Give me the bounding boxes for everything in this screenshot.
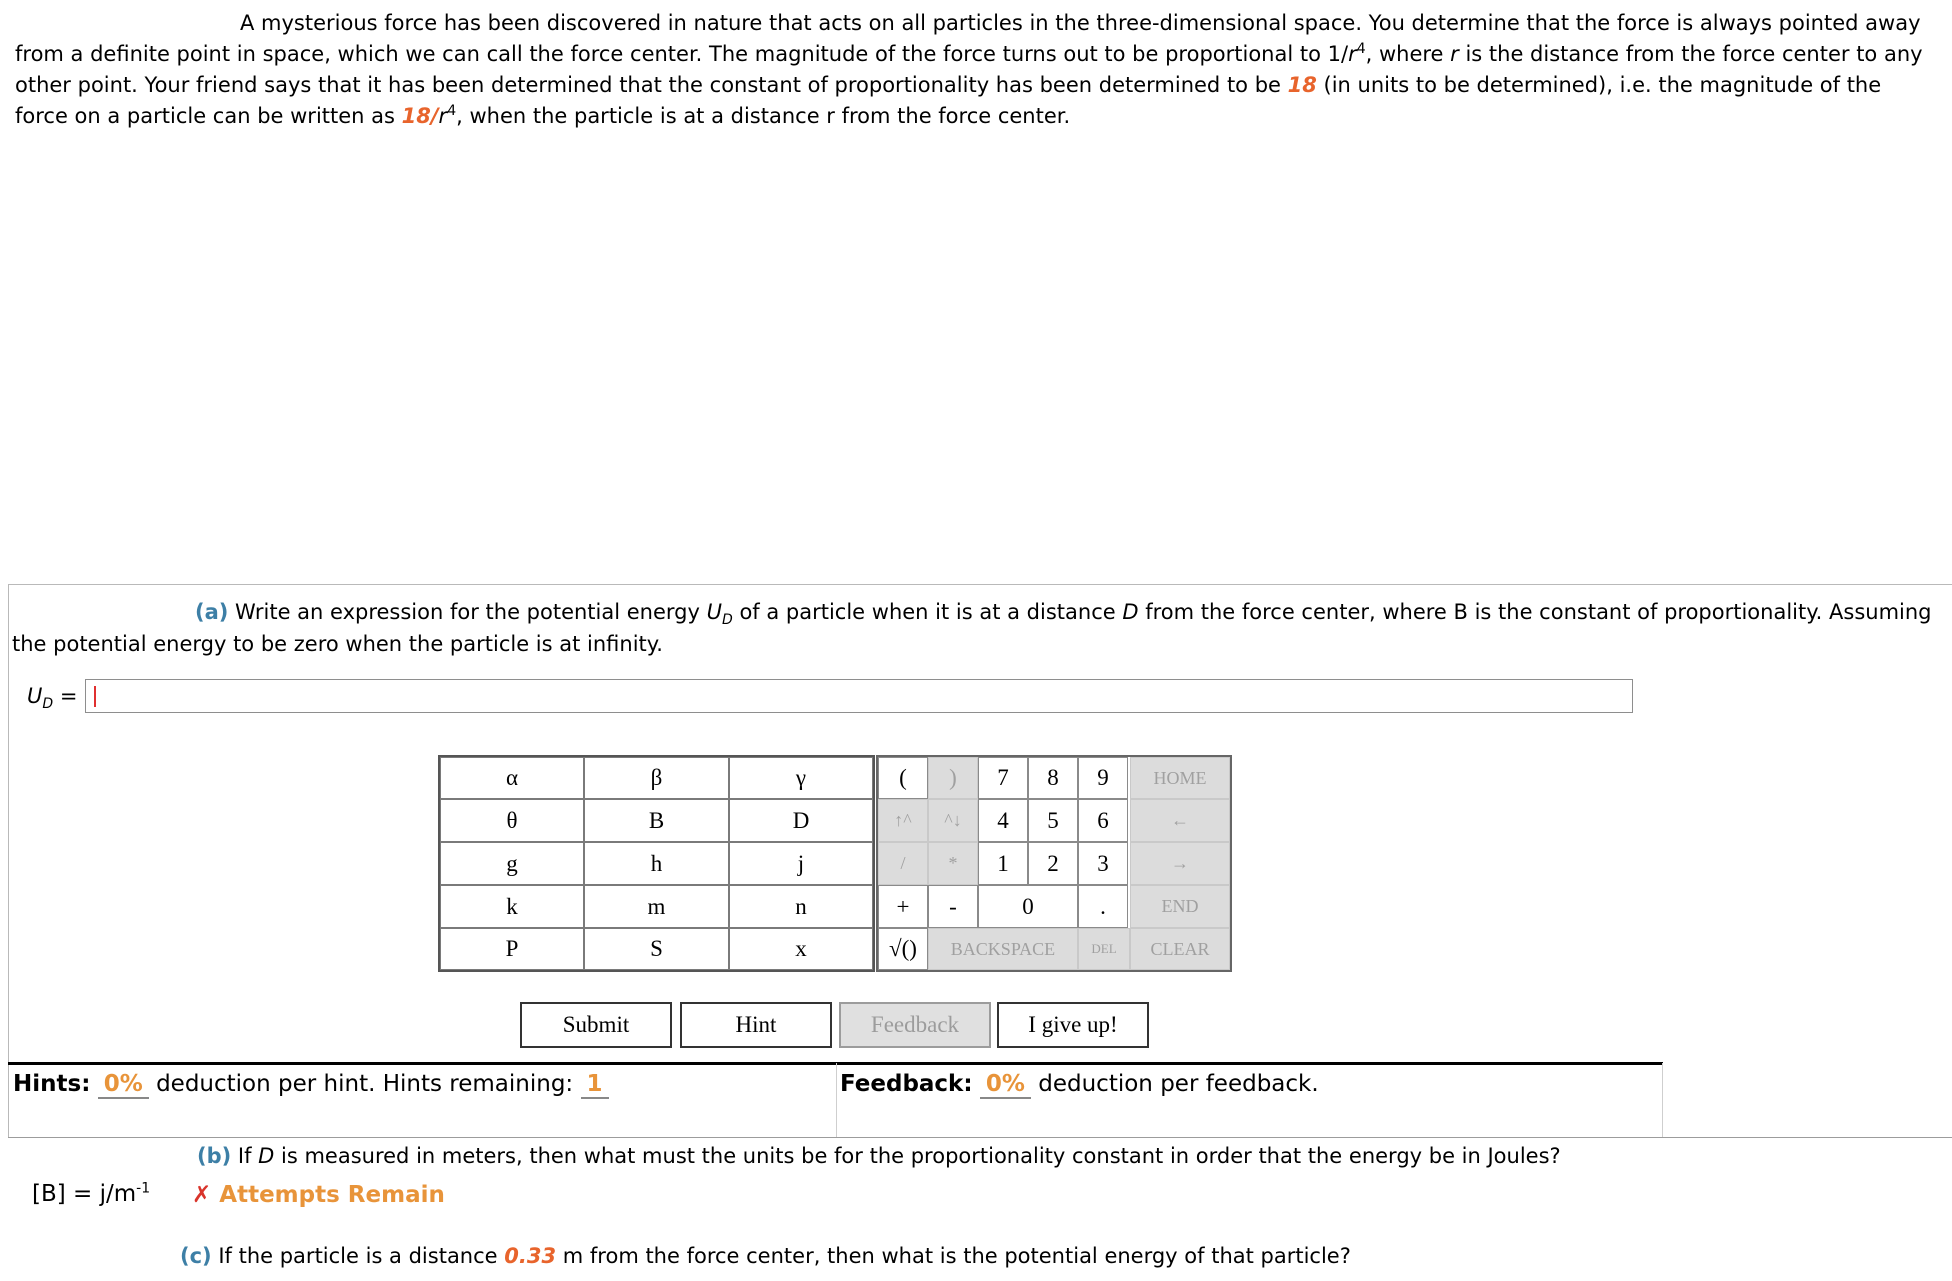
part-a-question: (a) Write an expression for the potential energy $U_D$ of a particle when it is at a distance D from the force center, where B is the constant of proportionality. Assuming the potential energy to be zero when the particle is at infinity. [12,600,1932,656]
key-superscript[interactable]: ↑^ [878,799,928,842]
bar-right-edge [1662,1063,1663,1137]
attempts-status: ✗ Attempts Remain [192,1182,445,1208]
part-c-question: (c) If the particle is a distance 0.33 m from the force center, then what is the potential energy of that particle? [180,1244,1351,1268]
text-caret [94,686,96,707]
key-8[interactable]: 8 [1028,757,1078,799]
part-b-label: (b) [197,1144,232,1168]
hints-info: Hints: 0% deduction per hint. Hints remaining: 1 [13,1071,609,1097]
key-sqrt[interactable]: √() [878,928,928,970]
key-3[interactable]: 3 [1078,842,1128,885]
key-h[interactable]: h [584,842,729,885]
key-x[interactable]: x [729,928,873,970]
constant-value: 18 [1287,73,1317,97]
key-open-paren[interactable]: ( [878,757,928,799]
key-5[interactable]: 5 [1028,799,1078,842]
key-home[interactable]: HOME [1130,757,1230,799]
feedback-button[interactable]: Feedback [839,1002,991,1048]
key-end[interactable]: END [1130,885,1230,928]
key-S[interactable]: S [584,928,729,970]
key-0[interactable]: 0 [978,885,1078,928]
feedback-deduction: 0% [980,1071,1031,1099]
key-decimal[interactable]: . [1078,885,1128,928]
key-D[interactable]: D [729,799,873,842]
part-b-divider [8,1137,1952,1138]
give-up-button[interactable]: I give up! [997,1002,1149,1048]
feedback-info: Feedback: 0% deduction per feedback. [840,1071,1319,1097]
distance-value: 0.33 [504,1244,557,1268]
part-b-answer: $[B] = j/m^{-1}$ [32,1180,151,1207]
part-c-label: (c) [180,1244,212,1268]
key-j[interactable]: j [729,842,873,885]
x-mark-icon: ✗ [192,1182,212,1208]
key-divide[interactable]: / [878,842,928,885]
key-m[interactable]: m [584,885,729,928]
key-theta[interactable]: θ [440,799,584,842]
key-4[interactable]: 4 [978,799,1028,842]
key-plus[interactable]: + [878,885,928,928]
key-9[interactable]: 9 [1078,757,1128,799]
key-1[interactable]: 1 [978,842,1028,885]
key-alpha[interactable]: α [440,757,584,799]
bar-divider [836,1063,837,1137]
key-k[interactable]: k [440,885,584,928]
answer-label: $U_D$ = [27,684,78,713]
hints-remaining: 1 [581,1071,609,1099]
key-backspace[interactable]: BACKSPACE [928,928,1078,970]
key-2[interactable]: 2 [1028,842,1078,885]
part-b-question: (b) If D is measured in meters, then what must the units be for the proportionality constant in order that the energy be in Joules? [197,1144,1561,1168]
key-del[interactable]: DEL [1078,928,1130,970]
key-gamma[interactable]: γ [729,757,873,799]
key-minus[interactable]: - [928,885,978,928]
key-7[interactable]: 7 [978,757,1028,799]
key-B[interactable]: B [584,799,729,842]
key-subscript[interactable]: ^↓ [928,799,978,842]
key-close-paren[interactable]: ) [928,757,978,799]
key-multiply[interactable]: * [928,842,978,885]
hint-deduction: 0% [98,1071,149,1099]
key-backspace-arrow[interactable]: ← [1130,799,1230,842]
key-P[interactable]: P [440,928,584,970]
problem-statement: A mysterious force has been discovered in nature that acts on all particles in the three-dimensional space. You determine that the force is always pointed away from a definite point in space, which we can call the force center. The magnitude of the force turns out to be proportional to $1/r^4$, where r is the distance from the force center to any other point. Your friend says that it has been determined that the constant of proportionality has been determined to be 18 (in units to be determined), i.e. the magnitude of the force on a particle can be written as $18/r^4$, when the particle is at a distance r from the force center. [15,11,1923,128]
submit-button[interactable]: Submit [520,1002,672,1048]
key-6[interactable]: 6 [1078,799,1128,842]
key-g[interactable]: g [440,842,584,885]
key-beta[interactable]: β [584,757,729,799]
hint-button[interactable]: Hint [680,1002,832,1048]
key-n[interactable]: n [729,885,873,928]
key-right-arrow[interactable]: → [1130,842,1230,885]
key-clear[interactable]: CLEAR [1130,928,1230,970]
part-a-label: (a) [195,600,229,624]
answer-input[interactable] [85,679,1633,713]
